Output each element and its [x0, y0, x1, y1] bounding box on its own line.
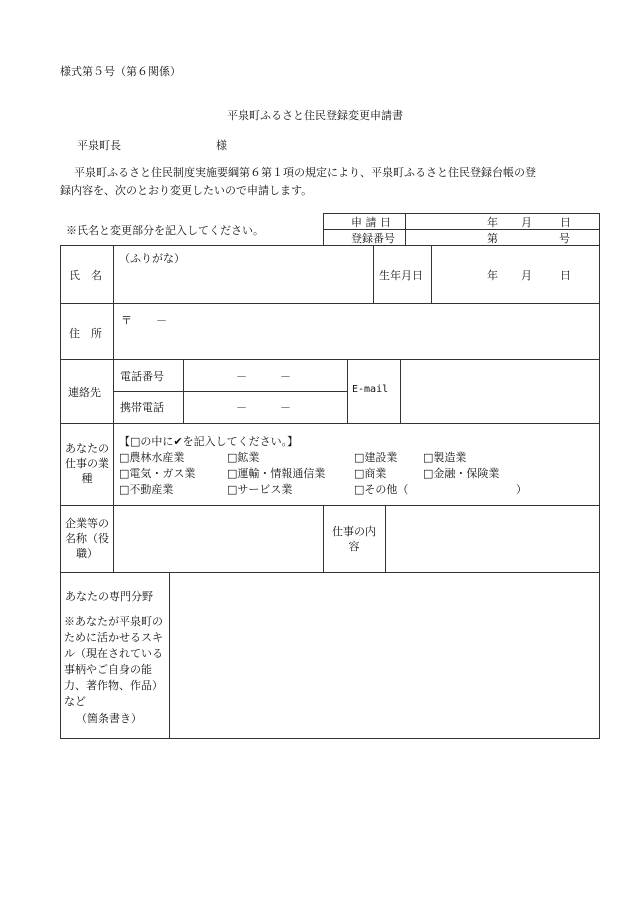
address-label: 住 所 [69, 327, 102, 340]
birthdate-label: 生年月日 [379, 269, 423, 282]
job-content-label: 仕事の内容 [332, 525, 376, 553]
option-other-close: ） [516, 483, 527, 496]
honorific: 様 [216, 139, 227, 152]
app-day-label: 日 [560, 216, 571, 229]
mobile-label: 携帯電話 [120, 401, 164, 414]
registration-go: 号 [559, 232, 570, 245]
bullet-note: （箇条書き） [76, 712, 142, 725]
option-agriculture[interactable]: □農林水産業 [119, 451, 185, 464]
email-label: E-mail [352, 384, 389, 395]
intro-line-2: 録内容を、次のとおり変更したいので申請します。 [60, 184, 313, 197]
postal-mark: 〒 [121, 314, 132, 327]
instruction-text: ※氏名と変更部分を記入してください。 [66, 224, 264, 237]
registration-number-label: 登録番号 [351, 232, 395, 245]
option-electric-gas[interactable]: □電気・ガス業 [119, 467, 196, 480]
application-date-label: 申 請 日 [351, 216, 391, 229]
intro-line-1: 平泉町ふるさと住民制度実施要綱第６第１項の規定により、平泉町ふるさと住民登録台帳の登 [74, 166, 536, 179]
registration-dai: 第 [487, 232, 498, 245]
app-month-label: 月 [521, 216, 532, 229]
furigana-label: （ふりがな） [119, 252, 185, 265]
industry-label: あなたの仕事の業種 [65, 442, 109, 485]
option-manufacturing[interactable]: □製造業 [423, 451, 467, 464]
birth-day-label: 日 [560, 269, 571, 282]
specialty-label: あなたの専門分野 [65, 590, 153, 603]
option-real-estate[interactable]: □不動産業 [119, 483, 174, 496]
company-label: 企業等の名称（役職） [65, 517, 109, 560]
address-field[interactable] [114, 328, 598, 358]
option-commerce[interactable]: □商業 [354, 467, 387, 480]
option-mining[interactable]: □鉱業 [227, 451, 260, 464]
birth-year-label: 年 [487, 269, 498, 282]
name-field[interactable] [114, 266, 372, 302]
app-year-label: 年 [487, 216, 498, 229]
option-construction[interactable]: □建設業 [354, 451, 398, 464]
specialty-field[interactable] [170, 573, 598, 737]
option-other[interactable]: □その他（ [354, 483, 409, 496]
name-label: 氏 名 [69, 269, 102, 282]
contact-label: 連絡先 [68, 386, 101, 399]
form-number: 様式第５号（第６関係） [60, 65, 181, 78]
company-field[interactable] [114, 506, 322, 571]
phone-input[interactable]: － － [236, 370, 291, 383]
phone-label: 電話番号 [120, 370, 164, 383]
option-transport-it[interactable]: □運輸・情報通信業 [227, 467, 326, 480]
email-input[interactable] [401, 360, 598, 422]
industry-instruction: 【□の中に✔を記入してください。】 [119, 435, 299, 448]
addressee: 平泉町長 [77, 139, 121, 152]
form-title: 平泉町ふるさと住民登録変更申請書 [227, 109, 403, 122]
option-finance[interactable]: □金融・保険業 [423, 467, 500, 480]
postal-dash: － [156, 314, 167, 327]
mobile-input[interactable]: － － [236, 401, 291, 414]
specialty-note: ※あなたが平泉町のために活かせるスキル（現在されている事柄やご自身の能力、著作物、作品）など [64, 615, 163, 708]
birth-month-label: 月 [521, 269, 532, 282]
job-content-field[interactable] [386, 506, 598, 571]
option-service[interactable]: □サービス業 [227, 483, 293, 496]
